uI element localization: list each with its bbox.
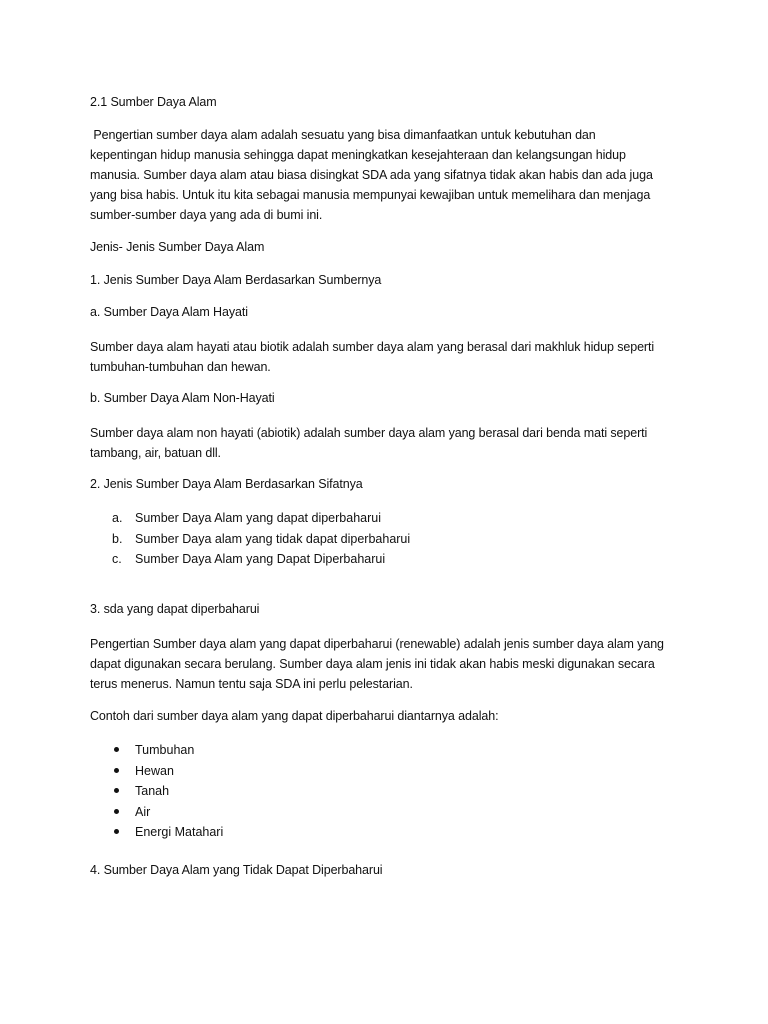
list-item-text: Sumber Daya Alam yang Dapat Diperbaharui [135,552,386,566]
section-1-title: 1. Jenis Sumber Daya Alam Berdasarkan Sumbernya [90,273,382,287]
list-item-text: Hewan [135,763,174,778]
list-marker: c. [112,552,122,566]
list-item-text: Sumber Daya alam yang tidak dapat diperbaharui [135,531,411,546]
intro-paragraph [90,125,690,225]
section-2-title: 2. Jenis Sumber Daya Alam Berdasarkan Sifatnya [90,477,363,491]
paragraph-line: Sumber daya alam hayati atau biotik adalah sumber daya alam yang berasal dari makhluk hidup seperti [90,340,655,354]
heading-sumber-daya-alam: 2.1 Sumber Daya Alam [90,95,217,109]
bullet-icon [114,829,119,834]
intro-line: manusia. Sumber daya alam atau biasa disingkat SDA ada yang sifatnya tidak akan habis dan ada juga [90,168,653,182]
subsection-b-paragraph [90,423,690,463]
paragraph-line: dapat digunakan secara berulang. Sumber daya alam jenis ini tidak akan habis meski digunakan secara [90,657,655,671]
paragraph-line: tambang, air, batuan dll. [90,446,221,460]
paragraph-line: tumbuhan-tumbuhan dan hewan. [90,360,271,374]
list-item-text: Tanah [135,784,170,798]
list-item-text: Air [135,804,151,819]
bullet-icon [114,788,119,793]
intro-line: yang bisa habis. Untuk itu kita sebagai manusia mempunyai kewajiban untuk memelihara dan menjaga [90,188,651,202]
paragraph-line: terus menerus. Namun tentu saja SDA ini perlu pelestarian. [90,677,413,691]
bullet-icon [114,809,119,814]
list-marker: b. [112,531,123,546]
intro-line: sumber-sumber daya yang ada di bumi ini. [90,208,323,222]
list-marker: a. [112,511,123,525]
list-item-text: Tumbuhan [135,743,195,757]
jenis-title: Jenis- Jenis Sumber Daya Alam [90,240,265,254]
section-4-title: 4. Sumber Daya Alam yang Tidak Dapat Diperbaharui [90,863,383,877]
intro-line: kepentingan hidup manusia sehingga dapat meningkatkan kesejahteraan dan kelangsungan hidup [90,148,626,162]
intro-line: Pengertian sumber daya alam adalah sesuatu yang bisa dimanfaatkan untuk kebutuhan dan [90,128,596,142]
subsection-b-title: b. Sumber Daya Alam Non-Hayati [90,391,275,405]
subsection-a-title: a. Sumber Daya Alam Hayati [90,305,248,319]
bullet-icon [114,747,119,752]
section-3-title: 3. sda yang dapat diperbaharui [90,602,260,616]
subsection-a-paragraph [90,337,690,377]
contoh-title: Contoh dari sumber daya alam yang dapat diperbaharui diantarnya adalah: [90,709,499,723]
bullet-icon [114,768,119,773]
paragraph-line: Sumber daya alam non hayati (abiotik) adalah sumber daya alam yang berasal dari benda mati seperti [90,426,648,440]
section-3-paragraph [90,634,690,694]
paragraph-line: Pengertian Sumber daya alam yang dapat diperbaharui (renewable) adalah jenis sumber daya alam yang [90,637,664,651]
list-item-text: Energi Matahari [135,825,224,839]
list-item-text: Sumber Daya Alam yang dapat diperbaharui [135,511,381,525]
